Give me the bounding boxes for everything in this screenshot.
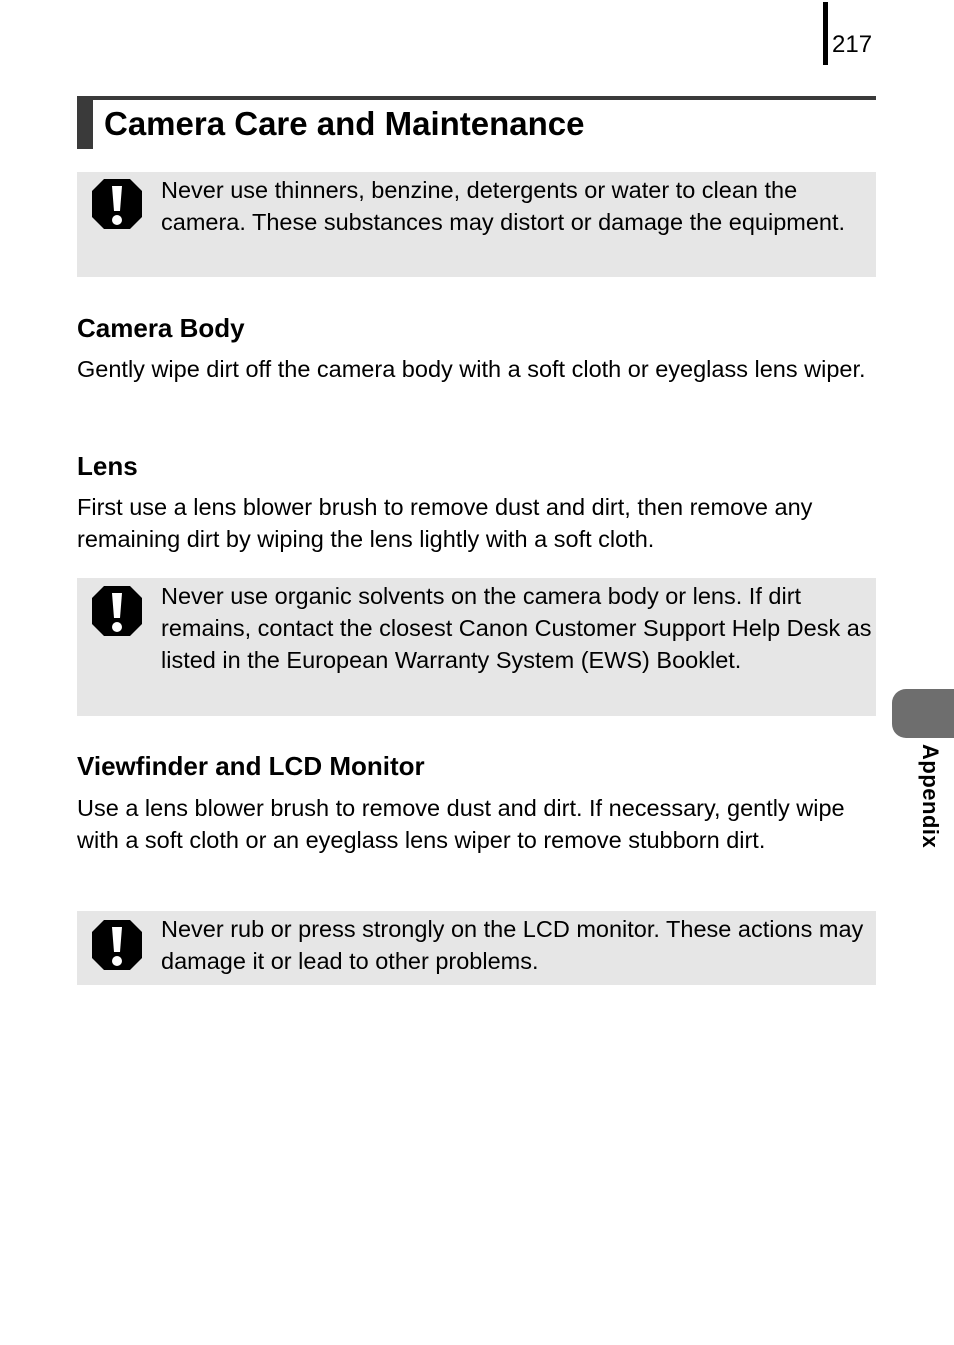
caution-text: Never rub or press strongly on the LCD monitor. These actions may damage it or lead to other problems.	[161, 916, 864, 974]
section-heading-viewfinder: Viewfinder and LCD Monitor	[77, 751, 425, 781]
caution-box-chemicals	[77, 172, 876, 277]
caution-icon	[90, 177, 144, 231]
section-text-lens: First use a lens blower brush to remove dust and dirt, then remove any remaining dirt by wiping the lens lightly with a soft cloth.	[77, 494, 813, 552]
page-number: 217	[832, 31, 873, 58]
caution-box-lcd	[77, 911, 876, 985]
page-title: Camera Care and Maintenance	[104, 105, 585, 142]
section-heading-lens: Lens	[77, 451, 138, 481]
section-text-viewfinder: Use a lens blower brush to remove dust and dirt. If necessary, gently wipe with a soft cloth or an eyeglass lens wiper to remove stubborn dirt.	[77, 795, 845, 853]
side-tab-label: Appendix	[918, 744, 943, 849]
title-top-rule	[77, 96, 876, 100]
side-tab-marker	[892, 689, 954, 738]
caution-text: Never use organic solvents on the camera body or lens. If dirt remains, contact the closest Canon Customer Support Help Desk as listed in the European Warranty System (EWS) Booklet.	[161, 583, 872, 673]
caution-box-solvents	[77, 578, 876, 716]
page-number-rule	[823, 2, 828, 65]
title-side-block	[77, 96, 93, 149]
caution-text: Never use thinners, benzine, detergents or water to clean the camera. These substances may distort or damage the equipment.	[161, 177, 846, 235]
title-bar	[77, 96, 876, 149]
section-text-camera-body: Gently wipe dirt off the camera body with a soft cloth or eyeglass lens wiper.	[77, 356, 866, 382]
caution-icon	[90, 584, 144, 638]
section-heading-camera-body: Camera Body	[77, 313, 245, 343]
caution-icon	[90, 918, 144, 972]
